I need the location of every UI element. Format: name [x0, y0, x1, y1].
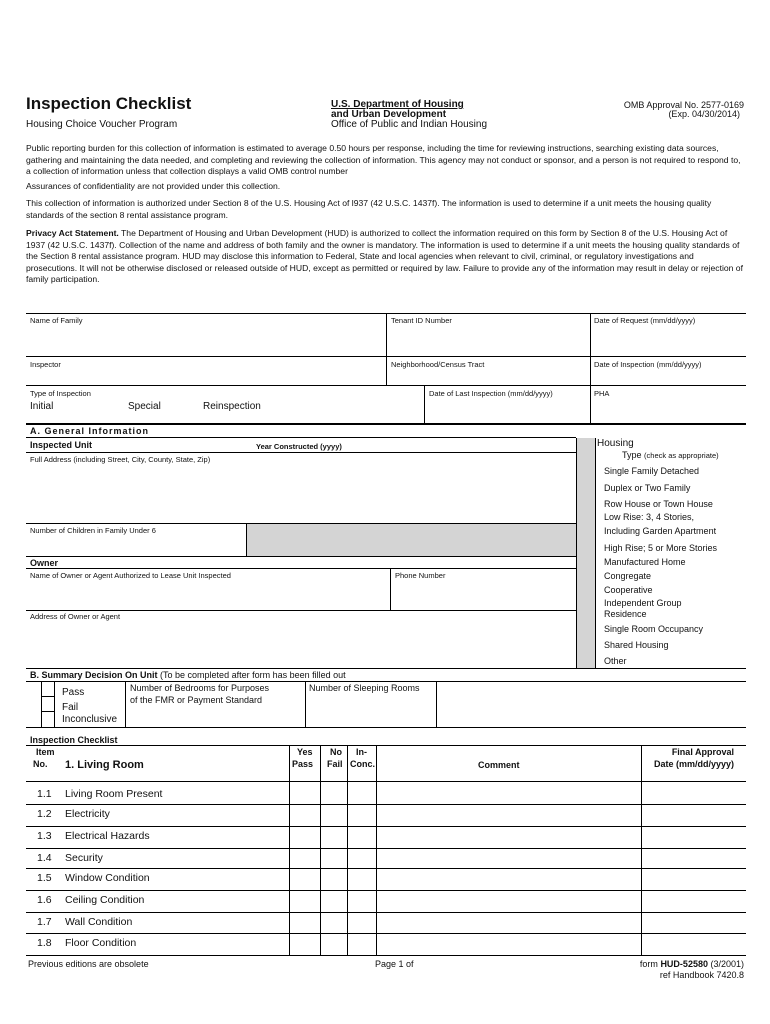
department-line-2: and Urban Development — [331, 109, 447, 120]
owner-label: Owner — [30, 558, 59, 568]
checklist-inconclusive-cell[interactable] — [348, 784, 376, 804]
checklist-inconclusive-cell[interactable] — [348, 868, 376, 890]
program-subtitle: Housing Choice Voucher Program — [26, 119, 178, 130]
section-b-note: (To be completed after form has been filled out — [157, 670, 346, 680]
form-prefix: form — [639, 959, 661, 969]
housing-type-checkbox-column — [576, 438, 595, 668]
type-of-inspection-label: Type of Inspection — [30, 389, 91, 398]
housing-type-option[interactable]: Row House or Town House — [604, 499, 713, 509]
shaded-area — [247, 524, 576, 556]
previous-editions-note: Previous editions are obsolete — [28, 959, 149, 969]
checklist-item-number: 1.8 — [37, 937, 52, 949]
checklist-item-label: Floor Condition — [65, 937, 137, 949]
inconclusive-option[interactable]: Inconclusive — [62, 714, 118, 725]
col-no-pass-header: No — [330, 747, 342, 757]
type-initial-option[interactable]: Initial — [30, 401, 54, 412]
checklist-inconclusive-cell[interactable] — [348, 890, 376, 912]
date-last-inspection-field[interactable]: Date of Last Inspection (mm/dd/yyyy) — [429, 389, 553, 398]
phone-number-field[interactable]: Phone Number — [395, 571, 446, 580]
form-date: (3/2001) — [707, 959, 744, 969]
name-of-family-field[interactable]: Name of Family — [30, 316, 83, 325]
checklist-yes-cell[interactable] — [290, 933, 320, 955]
tenant-id-field[interactable]: Tenant ID Number — [391, 316, 452, 325]
authority-statement: This collection of information is authorized under Section 8 of the U.S. Housing Act of l937 (42 U.S.C. 1437f). The information is used to determine if a unit meets the housing quality standards of the section 8 rental assistance program. — [26, 198, 712, 220]
page-number: Page 1 of — [375, 959, 414, 969]
inspected-unit-label: Inspected Unit — [30, 440, 93, 450]
checklist-item-label: Living Room Present — [65, 788, 163, 800]
full-address-field[interactable]: Full Address (including Street, City, County, State, Zip) — [30, 455, 211, 464]
housing-type-option[interactable]: Cooperative — [604, 585, 653, 595]
checklist-item-label: Security — [65, 852, 103, 864]
checklist-item-label: Electricity — [65, 808, 110, 820]
burden-statement: Public reporting burden for this collection of information is estimated to average 0.50 hours per response, including the time for reviewing instructions, searching existing data sources, gathering and maintaining the data needed, and completing and reviewing the collection of information. This agency may not conduct or sponsor, and a person is not required to respond to, a collection of information unless that collection displays a valid OMB control number — [26, 143, 741, 176]
checklist-inconclusive-cell[interactable] — [348, 826, 376, 848]
col-final-date-header: Date (mm/dd/yyyy) — [653, 759, 734, 769]
housing-type-option[interactable]: Other — [604, 656, 627, 666]
privacy-act-body: The Department of Housing and Urban Development (HUD) is authorized to collect the information required on this form by Section 8 of the U.S. Housing Act of 1937 (42 U.S.C. 1437f). Collection of the name and address of both family and the owner is mandatory. The information is used to determine if a unit meets the housing quality standards of the Section 8 rental assistance program. HUD may disclose this information to Federal, State and local agencies when relevant to civil, criminal, or regulatory investigations and prosecutions. It will not be otherwise disclosed or released outside of HUD, except as permitted or required by law. Failure to provide any of the information may result in delay or rejection of family participation. — [26, 228, 743, 284]
fail-option[interactable]: Fail — [62, 702, 79, 713]
date-of-request-field[interactable]: Date of Request (mm/dd/yyyy) — [594, 316, 696, 325]
housing-type-option[interactable]: Single Family Detached — [604, 466, 700, 476]
department-line-1: U.S. Department of Housing — [331, 99, 464, 110]
room-title: 1. Living Room — [65, 759, 144, 771]
sleeping-rooms-field[interactable]: Number of Sleeping Rooms — [309, 683, 420, 693]
year-constructed-field[interactable]: Year Constructed (yyyy) — [256, 442, 342, 451]
checklist-no-cell[interactable] — [321, 784, 347, 804]
owner-name-field[interactable]: Name of Owner or Agent Authorized to Lease Unit Inspected — [30, 571, 231, 580]
section-a-heading: A. General Information — [30, 426, 150, 436]
housing-heading: Housing — [597, 438, 634, 449]
checklist-yes-cell[interactable] — [290, 826, 320, 848]
housing-type-option[interactable]: Residence — [604, 609, 647, 619]
col-final-approval-header: Final Approval — [671, 747, 734, 757]
col-pass-header: Pass — [292, 759, 314, 769]
checklist-no-cell[interactable] — [321, 868, 347, 890]
checklist-inconclusive-cell[interactable] — [348, 848, 376, 868]
housing-type-option[interactable]: High Rise; 5 or More Stories — [604, 543, 718, 553]
housing-type-option[interactable]: Shared Housing — [604, 640, 669, 650]
checklist-yes-cell[interactable] — [290, 848, 320, 868]
checklist-item-number: 1.5 — [37, 872, 52, 884]
bedrooms-label-2: of the FMR or Payment Standard — [130, 695, 263, 705]
checklist-yes-cell[interactable] — [290, 804, 320, 826]
date-of-inspection-field[interactable]: Date of Inspection (mm/dd/yyyy) — [594, 360, 702, 369]
checklist-yes-cell[interactable] — [290, 868, 320, 890]
handbook-reference: ref Handbook 7420.8 — [659, 970, 744, 980]
neighborhood-field[interactable]: Neighborhood/Census Tract — [391, 360, 485, 369]
checklist-no-cell[interactable] — [321, 848, 347, 868]
department-line-3: Office of Public and Indian Housing — [331, 119, 488, 130]
omb-approval: OMB Approval No. 2577-0169 — [623, 100, 744, 110]
housing-type-option[interactable]: Single Room Occupancy — [604, 624, 704, 634]
section-b-title: B. Summary Decision On Unit — [30, 670, 158, 680]
checklist-heading: Inspection Checklist — [30, 735, 118, 745]
page-title: Inspection Checklist — [26, 94, 192, 113]
pha-field[interactable]: PHA — [594, 389, 610, 398]
inspector-field[interactable]: Inspector — [30, 360, 61, 369]
col-item-header: Item — [36, 747, 55, 757]
children-under-6-field[interactable]: Number of Children in Family Under 6 — [30, 526, 156, 535]
col-fail-header: Fail — [327, 759, 343, 769]
checklist-item-number: 1.4 — [37, 852, 52, 864]
omb-expiration: (Exp. 04/30/2014) — [668, 109, 740, 119]
section-b-heading — [30, 670, 346, 680]
checklist-item-number: 1.1 — [37, 788, 52, 800]
checklist-item-label: Window Condition — [65, 872, 150, 884]
checklist-no-cell[interactable] — [321, 826, 347, 848]
owner-address-field[interactable]: Address of Owner or Agent — [30, 612, 121, 621]
privacy-act-statement — [26, 228, 746, 286]
housing-type-note: (check as appropriate) — [644, 451, 719, 460]
checklist-no-cell[interactable] — [321, 933, 347, 955]
form-number — [640, 959, 744, 969]
checklist-yes-cell[interactable] — [290, 890, 320, 912]
checklist-no-cell[interactable] — [321, 890, 347, 912]
checklist-yes-cell[interactable] — [290, 912, 320, 933]
col-yes-header: Yes — [297, 747, 313, 757]
checklist-yes-cell[interactable] — [290, 784, 320, 804]
col-in-header: In- — [356, 747, 367, 757]
housing-type-subheading — [622, 450, 719, 460]
checklist-no-cell[interactable] — [321, 804, 347, 826]
bedrooms-label-1[interactable]: Number of Bedrooms for Purposes — [130, 683, 270, 693]
form-id: HUD-52580 — [660, 959, 708, 969]
housing-type-option[interactable]: Congregate — [604, 571, 652, 581]
col-conc-header: Conc. — [350, 759, 376, 769]
checklist-inconclusive-cell[interactable] — [348, 804, 376, 826]
checklist-no-cell[interactable] — [321, 912, 347, 933]
checklist-item-number: 1.3 — [37, 830, 52, 842]
checklist-inconclusive-cell[interactable] — [348, 912, 376, 933]
housing-type-option[interactable]: Duplex or Two Family — [604, 483, 691, 493]
privacy-act-heading: Privacy Act Statement. — [26, 228, 119, 238]
col-comment-header: Comment — [478, 760, 520, 770]
housing-type-option[interactable]: Low Rise: 3, 4 Stories, — [604, 512, 695, 522]
checklist-item-number: 1.2 — [37, 808, 52, 820]
housing-type-option[interactable]: Independent Group — [604, 598, 682, 608]
checklist-item-label: Electrical Hazards — [65, 830, 150, 842]
pass-option[interactable]: Pass — [62, 687, 85, 698]
confidentiality-statement: Assurances of confidentiality are not provided under this collection. — [26, 181, 281, 191]
col-no-header: No. — [33, 759, 48, 769]
checklist-item-number: 1.6 — [37, 894, 52, 906]
checklist-inconclusive-cell[interactable] — [348, 933, 376, 955]
checklist-item-number: 1.7 — [37, 916, 52, 928]
housing-type-option[interactable]: Manufactured Home — [604, 557, 686, 567]
type-special-option[interactable]: Special — [128, 401, 161, 412]
type-reinspection-option[interactable]: Reinspection — [203, 401, 261, 412]
housing-type-label: Type — [622, 450, 642, 460]
checklist-item-label: Ceiling Condition — [65, 894, 145, 906]
checklist-item-label: Wall Condition — [65, 916, 133, 928]
housing-type-option[interactable]: Including Garden Apartment — [604, 526, 717, 536]
